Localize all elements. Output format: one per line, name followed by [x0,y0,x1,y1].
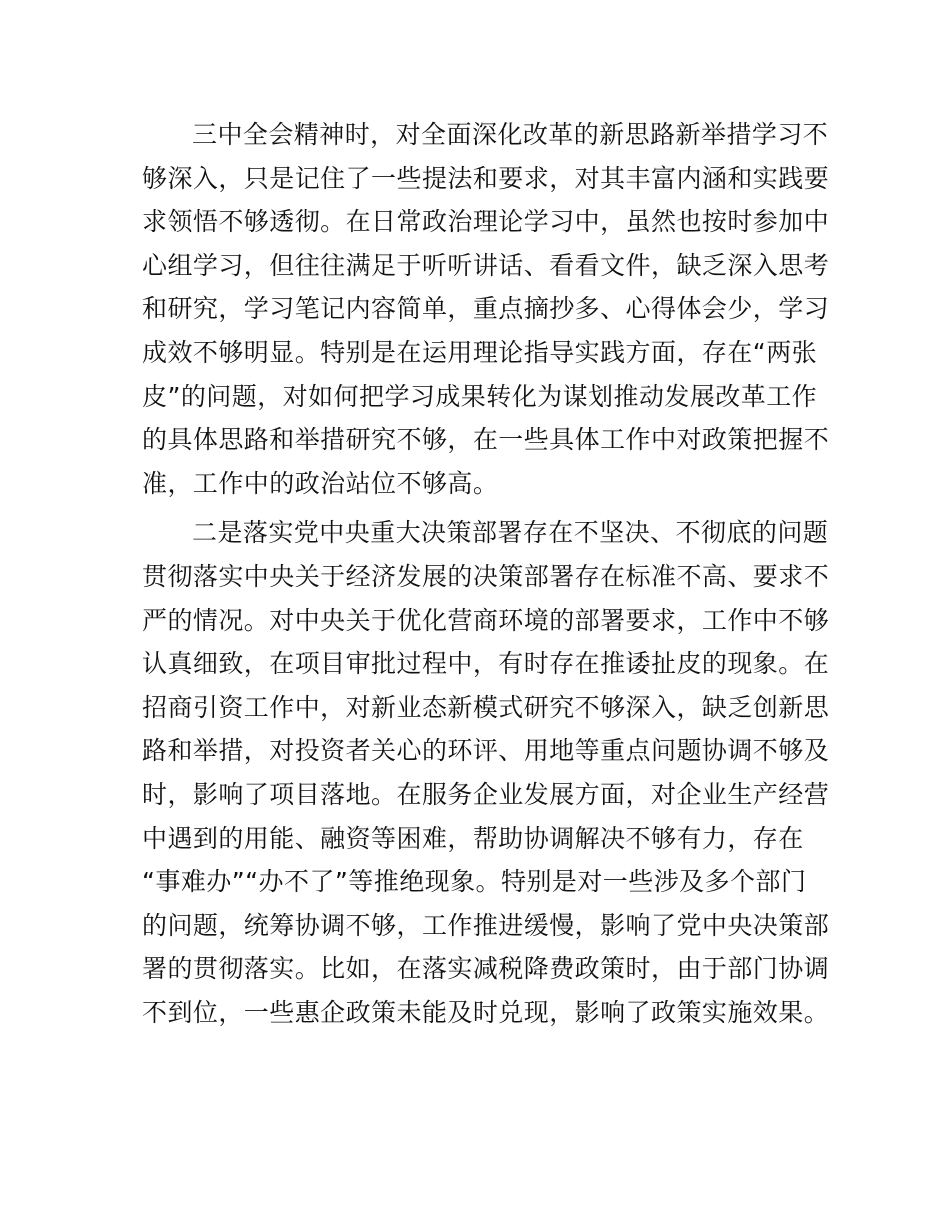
paragraph-line: 路和举措，对投资者关心的环评、用地等重点问题协调不够及 [142,736,830,766]
paragraph-line: 准，工作中的政治站位不够高。 [142,468,499,498]
paragraph-line: 中遇到的用能、融资等困难，帮助协调解决不够有力，存在 [142,823,804,853]
paragraph-line: 够深入，只是记住了一些提法和要求，对其丰富内涵和实践要 [142,163,830,193]
paragraph-line: 贯彻落实中央关于经济发展的决策部署存在标准不高、要求不 [142,561,830,591]
paragraph-line: 招商引资工作中，对新业态新模式研究不够深入，缺乏创新思 [142,692,830,722]
paragraph-line: “事难办”“办不了”等推绝现象。特别是对一些涉及多个部门 [142,867,807,897]
document-body [142,113,830,1034]
paragraph-line: 严的情况。对中央关于优化营商环境的部署要求，工作中不够 [142,605,830,635]
paragraph-line: 署的贯彻落实。比如，在落实减税降费政策时，由于部门协调 [142,954,830,984]
paragraph-line: 的具体思路和举措研究不够，在一些具体工作中对政策把握不 [142,425,830,455]
paragraph-line: 认真细致，在项目审批过程中，有时存在推诿扯皮的现象。在 [142,649,830,679]
paragraph-line: 二是落实党中央重大决策部署存在不坚决、不彻底的问题 [192,518,829,548]
paragraph-line: 和研究，学习笔记内容简单，重点摘抄多、心得体会少，学习 [142,294,830,324]
paragraph-1 [142,113,830,505]
paragraph-line: 三中全会精神时，对全面深化改革的新思路新举措学习不 [192,120,829,149]
paragraph-line: 皮”的问题，对如何把学习成果转化为谋划推动发展改革工作 [142,381,818,411]
paragraph-2 [142,511,830,1034]
paragraph-line: 成效不够明显。特别是在运用理论指导实践方面，存在“两张 [142,337,818,367]
paragraph-line: 的问题，统筹协调不够，工作推进缓慢，影响了党中央决策部 [142,910,830,940]
paragraph-line: 求领悟不够透彻。在日常政治理论学习中，虽然也按时参加中 [142,207,830,237]
paragraph-line: 不到位，一些惠企政策未能及时兑现，影响了政策实施效果。 [142,997,830,1027]
paragraph-line: 时，影响了项目落地。在服务企业发展方面，对企业生产经营 [142,779,830,809]
paragraph-line: 心组学习，但往往满足于听听讲话、看看文件，缺乏深入思考 [142,250,830,280]
